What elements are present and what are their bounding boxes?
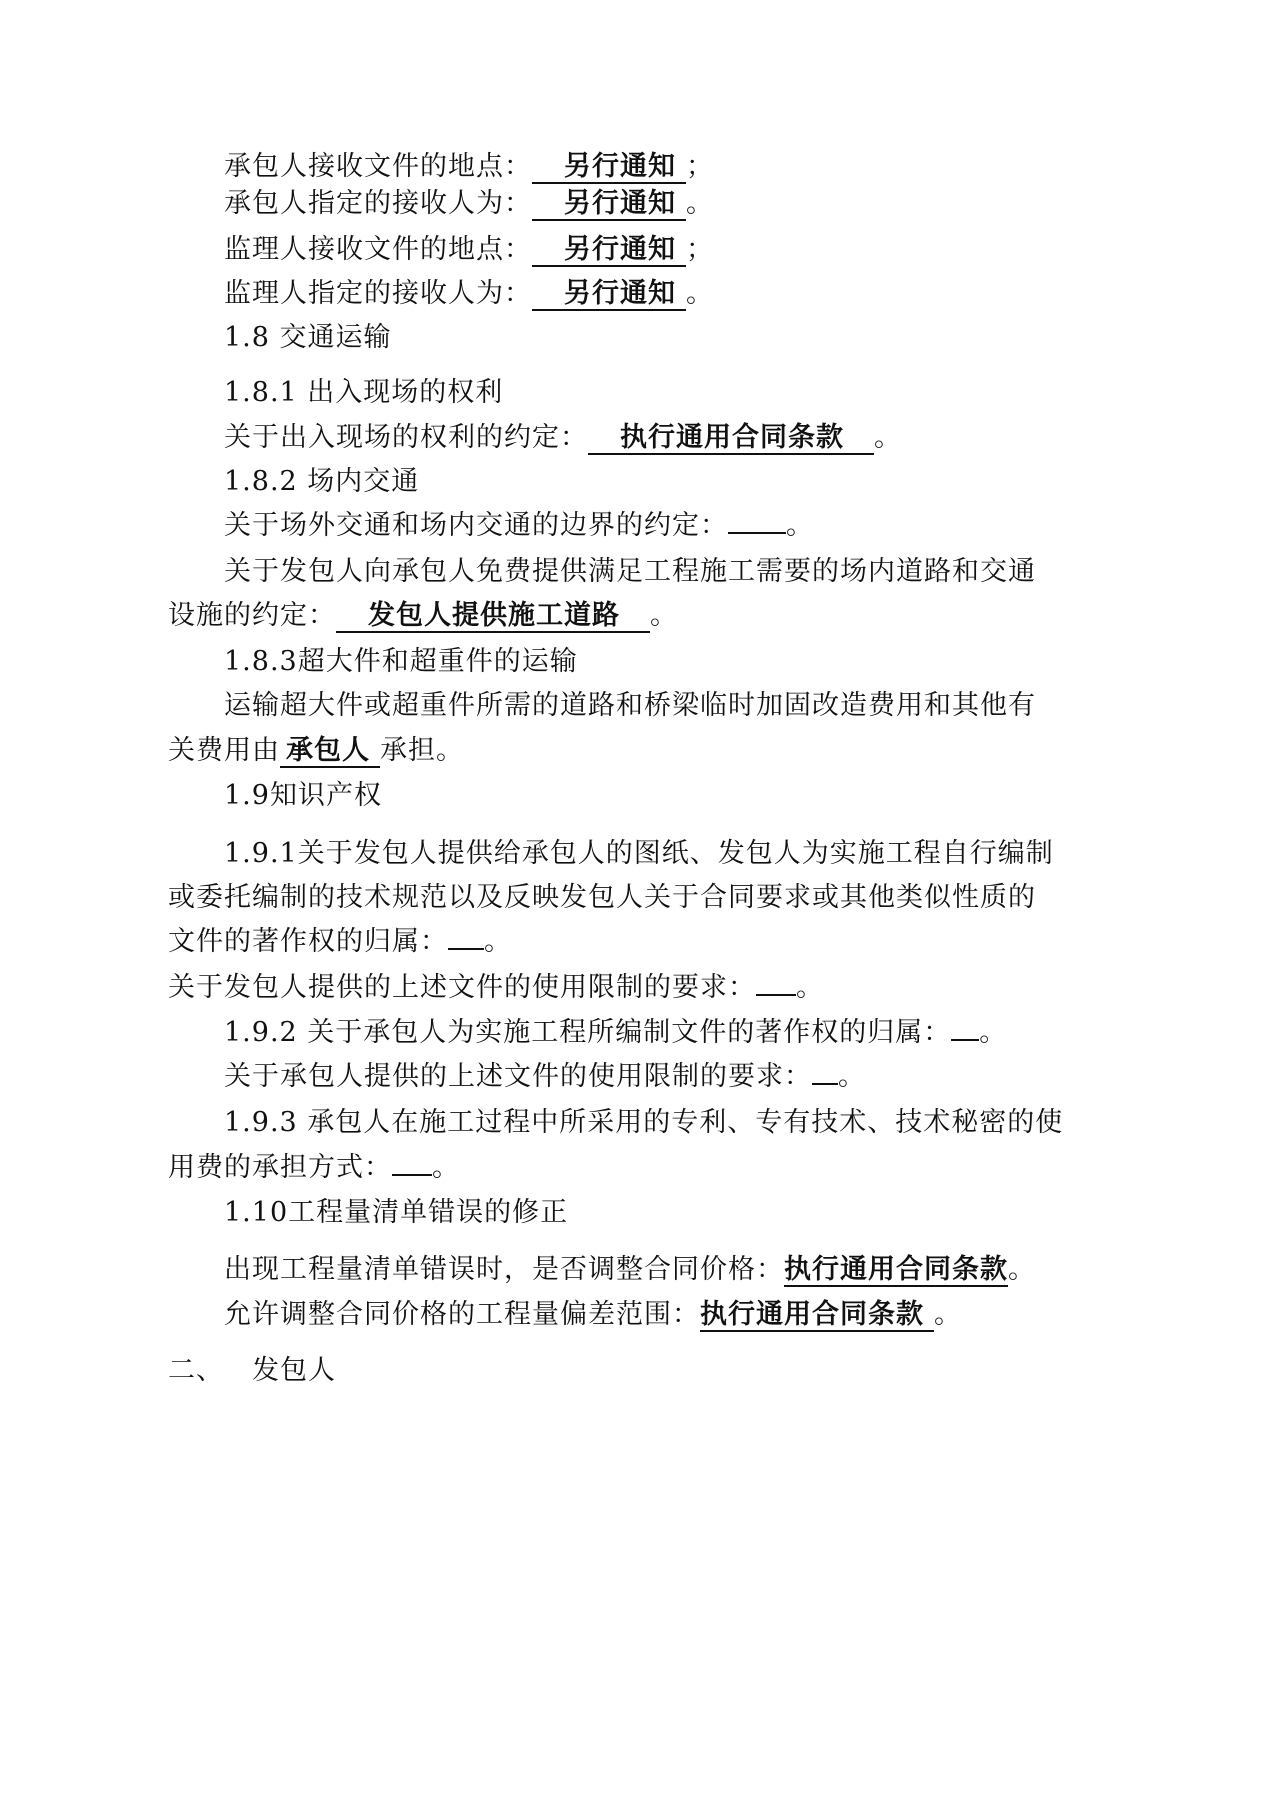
underlined-value: 另行通知	[532, 235, 686, 267]
section-number: 二、	[168, 1355, 224, 1386]
ip-line-1: 1.9.1关于发包人提供给承包人的图纸、发包人为实施工程自行编制	[224, 838, 1054, 869]
line-text: 承包人指定的接收人为：	[224, 188, 532, 219]
line-punct: 。	[686, 188, 714, 219]
blank-field	[448, 922, 484, 950]
contractor-docs-copyright-line	[224, 1013, 1007, 1053]
line-punct: ；	[686, 234, 714, 265]
line-text: 关于出入现场的权利的约定：	[224, 422, 588, 453]
patent-fee-line-1: 1.9.3 承包人在施工过程中所采用的专利、专有技术、技术秘密的使	[224, 1107, 1064, 1138]
section-title: 发包人	[252, 1355, 336, 1386]
underlined-value: 执行通用合同条款	[700, 1300, 934, 1332]
underlined-value: 执行通用合同条款	[588, 423, 874, 455]
underlined-value: 执行通用合同条款	[784, 1254, 1008, 1285]
blank-field	[951, 1013, 979, 1041]
patent-fee-line-2	[168, 1148, 460, 1188]
site-access-rights-line	[224, 418, 902, 458]
blank-field	[728, 506, 786, 534]
line-text: 关费用由	[168, 735, 280, 766]
line-punct: 。	[979, 1017, 1008, 1048]
line-text: 关于发包人提供的上述文件的使用限制的要求：	[168, 972, 756, 1003]
underlined-value: 另行通知	[532, 189, 686, 221]
line-punct: 。	[874, 422, 902, 453]
line-punct: 。	[650, 600, 678, 631]
heading-1-8-2: 1.8.2 场内交通	[224, 466, 420, 497]
line-text: 监理人接收文件的地点：	[224, 234, 532, 265]
ip-line-2: 或委托编制的技术规范以及反映发包人关于合同要求或其他类似性质的	[168, 882, 1036, 913]
underlined-value: 发包人提供施工道路	[336, 601, 650, 633]
line-text: 文件的著作权的归属：	[168, 926, 448, 957]
line-punct: 。	[484, 926, 512, 957]
bill-error-adjust-line	[224, 1250, 1036, 1290]
heading-1-9: 1.9知识产权	[224, 780, 382, 811]
line-text: 用费的承担方式：	[168, 1152, 392, 1183]
oversize-cost-line-1: 运输超大件或超重件所需的道路和桥梁临时加固改造费用和其他有	[224, 690, 1036, 721]
line-text: 承包人接收文件的地点：	[224, 151, 532, 182]
line-punct: 。	[838, 1061, 866, 1092]
blank-field	[812, 1057, 838, 1085]
line-text: 设施的约定：	[168, 600, 336, 631]
line-text: 出现工程量清单错误时，是否调整合同价格：	[224, 1254, 784, 1285]
employer-docs-restriction-line	[168, 968, 824, 1008]
ip-line-3	[168, 922, 512, 962]
supervisor-receive-location-line	[224, 230, 714, 270]
quantity-deviation-line	[224, 1295, 962, 1335]
line-punct: ；	[686, 151, 714, 182]
blank-field	[756, 968, 796, 996]
free-road-line-1: 关于发包人向承包人免费提供满足工程施工需要的场内道路和交通	[224, 556, 1036, 587]
line-punct: 。	[786, 510, 814, 541]
line-punct: 承担。	[380, 735, 464, 766]
underlined-value: 承包人	[280, 736, 380, 768]
underlined-value: 另行通知	[532, 152, 686, 184]
line-text: 关于承包人提供的上述文件的使用限制的要求：	[224, 1061, 812, 1092]
line-punct: 。	[686, 278, 714, 309]
line-text: 关于场外交通和场内交通的边界的约定：	[224, 510, 728, 541]
supervisor-receiver-line	[224, 274, 714, 314]
line-punct: 。	[934, 1299, 962, 1330]
underlined-value: 另行通知	[532, 279, 686, 311]
blank-field	[392, 1148, 432, 1176]
heading-1-10: 1.10工程量清单错误的修正	[224, 1197, 569, 1228]
line-text: 允许调整合同价格的工程量偏差范围：	[224, 1299, 700, 1330]
free-road-line-2	[168, 596, 678, 636]
line-text: 1.9.2 关于承包人为实施工程所编制文件的著作权的归属：	[224, 1017, 952, 1048]
traffic-boundary-line	[224, 506, 814, 546]
contractor-receive-location-line	[224, 147, 714, 187]
contractor-docs-restriction-line	[224, 1057, 866, 1097]
section-2-heading	[168, 1351, 336, 1391]
heading-1-8-1: 1.8.1 出入现场的权利	[224, 377, 504, 408]
contractor-receiver-line	[224, 184, 714, 224]
line-punct: 。	[432, 1152, 460, 1183]
line-punct: 。	[1008, 1254, 1036, 1285]
oversize-cost-line-2	[168, 731, 464, 771]
line-text: 监理人指定的接收人为：	[224, 278, 532, 309]
heading-1-8-3: 1.8.3超大件和超重件的运输	[224, 646, 578, 677]
line-punct: 。	[796, 972, 824, 1003]
heading-1-8: 1.8 交通运输	[224, 322, 392, 353]
